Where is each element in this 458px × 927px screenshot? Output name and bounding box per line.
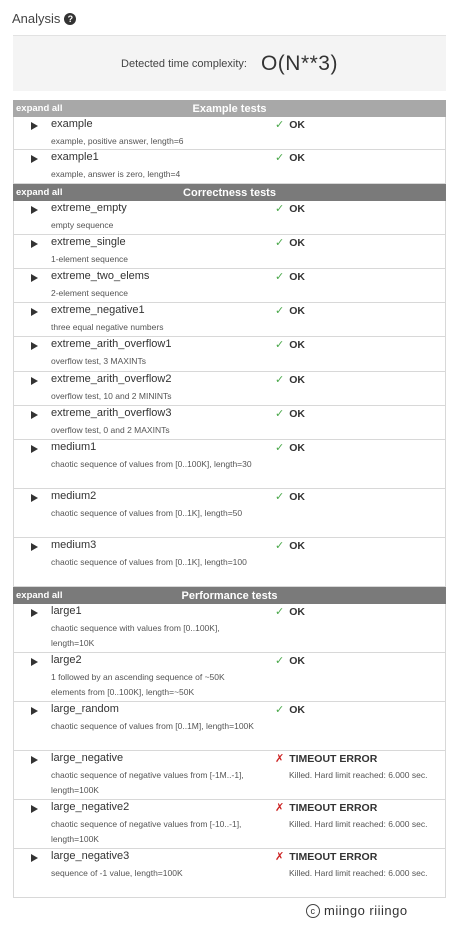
test-row[interactable] (13, 751, 446, 800)
test-name[interactable]: medium3 (51, 539, 97, 551)
test-row[interactable] (13, 201, 446, 235)
test-name[interactable]: large1 (51, 605, 82, 617)
test-description: sequence of -1 value, length=100K (51, 868, 183, 878)
expand-triangle-icon[interactable] (31, 494, 38, 502)
test-row[interactable] (13, 269, 446, 303)
test-description: 1 followed by an ascending sequence of ~50K elements from [0..100K], length=~50K (51, 672, 225, 697)
expand-all-link[interactable]: expand all (16, 103, 63, 114)
test-status (275, 490, 305, 503)
section-header (13, 184, 446, 201)
test-status (275, 850, 377, 863)
check-icon: ✓ (275, 655, 285, 667)
test-row[interactable] (13, 538, 446, 587)
test-result: OK (289, 605, 305, 618)
test-status (275, 151, 305, 164)
test-name[interactable]: medium1 (51, 441, 97, 453)
test-result: OK (289, 490, 305, 503)
expand-all-link[interactable]: expand all (16, 187, 63, 198)
test-status (275, 539, 305, 552)
check-icon: ✓ (275, 119, 285, 131)
section-title: Correctness tests (183, 186, 276, 199)
test-status (275, 270, 305, 283)
cross-icon: ✗ (275, 753, 285, 765)
check-icon: ✓ (275, 606, 285, 618)
test-status (275, 703, 305, 716)
test-result: OK (289, 338, 305, 351)
expand-triangle-icon[interactable] (31, 707, 38, 715)
expand-triangle-icon[interactable] (31, 411, 38, 419)
expand-triangle-icon[interactable] (31, 658, 38, 666)
test-result: TIMEOUT ERROR (289, 801, 378, 814)
expand-triangle-icon[interactable] (31, 609, 38, 617)
expand-triangle-icon[interactable] (31, 122, 38, 130)
test-name[interactable]: large_negative (51, 752, 124, 764)
test-status (275, 801, 377, 814)
check-icon: ✓ (275, 339, 285, 351)
test-row[interactable] (13, 406, 446, 440)
check-icon: ✓ (275, 203, 285, 215)
check-icon: ✓ (275, 408, 285, 420)
test-row[interactable] (13, 653, 446, 702)
test-result: OK (289, 654, 305, 667)
test-result: OK (289, 407, 305, 420)
test-description: empty sequence (51, 220, 114, 230)
analysis-header (12, 8, 76, 28)
complexity-label: Detected time complexity: (121, 57, 247, 70)
watermark-text: miingo riiingo (324, 903, 408, 918)
test-description: example, answer is zero, length=4 (51, 169, 181, 179)
expand-triangle-icon[interactable] (31, 543, 38, 551)
test-status (275, 605, 305, 618)
test-row[interactable] (13, 849, 446, 898)
test-row[interactable] (13, 117, 446, 150)
test-row[interactable] (13, 235, 446, 269)
test-status-detail: Killed. Hard limit reached: 6.000 sec. (289, 868, 428, 878)
test-result: OK (289, 151, 305, 164)
test-result: OK (289, 202, 305, 215)
expand-triangle-icon[interactable] (31, 342, 38, 350)
test-result: OK (289, 373, 305, 386)
test-row[interactable] (13, 337, 446, 372)
test-name[interactable]: extreme_single (51, 236, 126, 248)
watermark (306, 903, 408, 918)
test-status (275, 407, 305, 420)
copyright-icon: c (306, 904, 320, 918)
test-row[interactable] (13, 372, 446, 406)
test-description: overflow test, 0 and 2 MAXINTs (51, 425, 170, 435)
test-status (275, 338, 305, 351)
expand-triangle-icon[interactable] (31, 756, 38, 764)
test-name[interactable]: medium2 (51, 490, 97, 502)
test-name[interactable]: example (51, 118, 93, 130)
expand-triangle-icon[interactable] (31, 377, 38, 385)
test-description: example, positive answer, length=6 (51, 136, 184, 146)
test-status (275, 236, 305, 249)
test-result: TIMEOUT ERROR (289, 850, 378, 863)
test-result: OK (289, 703, 305, 716)
test-status (275, 202, 305, 215)
test-results (13, 100, 446, 898)
test-description: 1-element sequence (51, 254, 129, 264)
test-result: OK (289, 539, 305, 552)
test-name[interactable]: extreme_arith_overflow2 (51, 373, 172, 385)
check-icon: ✓ (275, 152, 285, 164)
test-description: chaotic sequence of values from [0..100K], length=30 (51, 459, 252, 469)
test-status-detail: Killed. Hard limit reached: 6.000 sec. (289, 819, 428, 829)
test-name[interactable]: extreme_two_elems (51, 270, 150, 282)
expand-all-link[interactable]: expand all (16, 590, 63, 601)
test-status (275, 441, 305, 454)
complexity-box (13, 35, 446, 91)
section-header (13, 587, 446, 604)
test-status (275, 654, 305, 667)
expand-triangle-icon[interactable] (31, 206, 38, 214)
cross-icon: ✗ (275, 802, 285, 814)
expand-triangle-icon[interactable] (31, 805, 38, 813)
test-status (275, 752, 377, 765)
test-row[interactable] (13, 489, 446, 538)
test-name[interactable]: large2 (51, 654, 82, 666)
test-name[interactable]: example1 (51, 151, 99, 163)
test-name[interactable]: large_random (51, 703, 119, 715)
test-row[interactable] (13, 150, 446, 184)
check-icon: ✓ (275, 540, 285, 552)
test-description: chaotic sequence of values from [0..1K], length=100 (51, 557, 247, 567)
test-status (275, 304, 305, 317)
check-icon: ✓ (275, 442, 285, 454)
test-description: overflow test, 3 MAXINTs (51, 356, 146, 366)
test-description: overflow test, 10 and 2 MININTs (51, 391, 172, 401)
question-circle-icon[interactable]: ? (64, 13, 76, 25)
check-icon: ✓ (275, 305, 285, 317)
test-row[interactable] (13, 604, 446, 653)
expand-triangle-icon[interactable] (31, 445, 38, 453)
check-icon: ✓ (275, 704, 285, 716)
test-name[interactable]: extreme_negative1 (51, 304, 145, 316)
analysis-title: Analysis (12, 10, 61, 26)
test-status (275, 373, 305, 386)
test-description: 2-element sequence (51, 288, 129, 298)
cross-icon: ✗ (275, 851, 285, 863)
expand-triangle-icon[interactable] (31, 854, 38, 862)
test-row[interactable] (13, 303, 446, 337)
test-name[interactable]: large_negative3 (51, 850, 130, 862)
test-row[interactable] (13, 702, 446, 751)
expand-triangle-icon[interactable] (31, 240, 38, 248)
test-result: TIMEOUT ERROR (289, 752, 378, 765)
test-result: OK (289, 236, 305, 249)
test-name[interactable]: extreme_arith_overflow3 (51, 407, 172, 419)
test-row[interactable] (13, 440, 446, 489)
section-title: Example tests (192, 102, 267, 115)
section-title: Performance tests (181, 589, 278, 602)
test-result: OK (289, 441, 305, 454)
check-icon: ✓ (275, 237, 285, 249)
complexity-value: O(N**3) (260, 51, 338, 75)
test-name[interactable]: extreme_arith_overflow1 (51, 338, 172, 350)
expand-triangle-icon[interactable] (31, 308, 38, 316)
test-result: OK (289, 304, 305, 317)
expand-triangle-icon[interactable] (31, 274, 38, 282)
test-name[interactable]: extreme_empty (51, 202, 127, 214)
check-icon: ✓ (275, 491, 285, 503)
test-description: chaotic sequence of negative values from [-1M..-1], length=100K (51, 770, 244, 795)
test-name[interactable]: large_negative2 (51, 801, 130, 813)
check-icon: ✓ (275, 374, 285, 386)
test-description: chaotic sequence of values from [0..1M], length=100K (51, 721, 254, 731)
test-row[interactable] (13, 800, 446, 849)
test-description: chaotic sequence with values from [0..100K], length=10K (51, 623, 220, 648)
test-result: OK (289, 118, 305, 131)
expand-triangle-icon[interactable] (31, 155, 38, 163)
test-description: three equal negative numbers (51, 322, 164, 332)
check-icon: ✓ (275, 271, 285, 283)
test-result: OK (289, 270, 305, 283)
test-status-detail: Killed. Hard limit reached: 6.000 sec. (289, 770, 428, 780)
test-description: chaotic sequence of values from [0..1K], length=50 (51, 508, 243, 518)
section-header (13, 100, 446, 117)
test-description: chaotic sequence of negative values from [-10..-1], length=100K (51, 819, 242, 844)
test-status (275, 118, 305, 131)
